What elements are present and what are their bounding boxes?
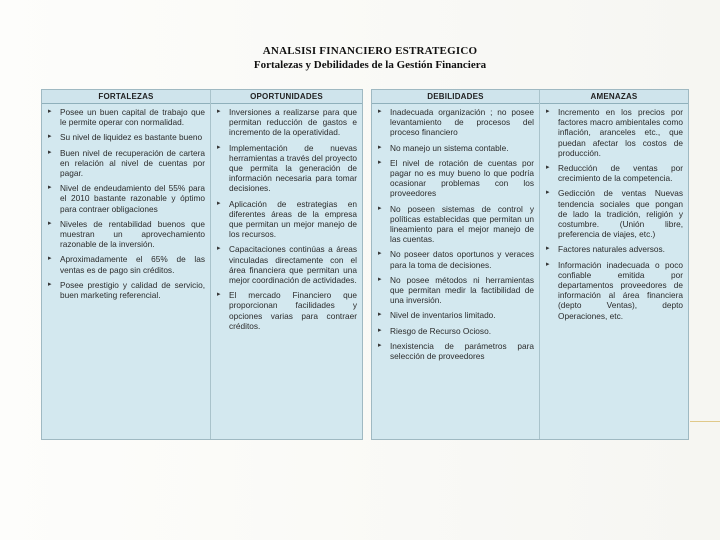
list-item-text: Nivel de inventarios limitado. [390,310,496,321]
list-item [376,326,534,336]
list-item [544,107,683,158]
list-item-text: Reducción de ventas por crecimiento de la competencia. [558,163,683,184]
list-item-text: Posee un buen capital de trabajo que le permite operar con normalidad. [60,107,205,128]
bullet-arrow-icon: ▸ [217,108,221,115]
list-item [46,132,205,142]
list-item-text: Riesgo de Recurso Ocioso. [390,325,491,336]
list-item [376,341,534,361]
bullet-arrow-icon: ▸ [48,108,52,115]
list-item [215,107,357,138]
column-header-debilidades: DEBILIDADES [372,90,539,104]
list-item [376,143,534,153]
list-item [46,148,205,179]
list-item [376,204,534,245]
bullet-arrow-icon: ▸ [378,158,382,166]
list-item-text: Inexistencia de parámetros para selección de proveedores [390,340,534,362]
list-item-text: El mercado Financiero que proporcionan facilidades y opciones varias para contraer créditos. [229,290,357,331]
column-header-amenazas: AMENAZAS [540,90,688,104]
bullet-arrow-icon: ▸ [48,184,52,192]
list-item [376,249,534,269]
list-item [544,188,683,239]
list-item-text: Nivel de endeudamiento del 55% para el 2010 bastante razonable y óptimo para contraer obligaciones [60,183,205,214]
bullet-arrow-icon: ▸ [48,280,52,288]
column-debilidades [372,90,539,439]
list-item-text: Información inadecuada o poco confiable emitida por departamentos proveedores de información al área financiera (depto Ventas), depto Operaciones, etc. [558,259,683,321]
swot-panel-right [371,89,689,440]
list-item-text: Inadecuada organización ; no posee levantamiento de procesos del proceso financiero [390,107,534,138]
bullet-arrow-icon: ▸ [217,245,221,253]
list-item-text: Implementación de nuevas herramientas a través del proyecto que permita la generación de información necesaria para tomar decisiones. [229,142,357,194]
bullet-arrow-icon: ▸ [217,291,221,299]
list-item [46,183,205,214]
bullet-arrow-icon: ▸ [48,219,52,227]
list-item-text: Posee prestigio y calidad de servicio, buen marketing referencial. [60,279,205,301]
list-item [46,107,205,127]
bullet-arrow-icon: ▸ [378,250,382,258]
list-item [215,290,357,331]
list-item-text: Su nivel de liquidez es bastante bueno [60,132,203,143]
list-item [215,244,357,285]
column-header-oportunidades: OPORTUNIDADES [211,90,362,104]
bullet-arrow-icon: ▸ [378,341,382,349]
bullet-arrow-icon: ▸ [546,245,550,253]
list-item [46,219,205,250]
bullet-arrow-icon: ▸ [546,260,550,268]
bullet-arrow-icon: ▸ [378,143,382,151]
bullet-arrow-icon: ▸ [48,148,52,156]
bullet-arrow-icon: ▸ [546,189,550,197]
title-line-2: Fortalezas y Debilidades de la Gestión Financiera [253,59,487,71]
amenazas-list [540,104,688,321]
swot-panel-left [41,89,363,440]
column-amenazas [539,90,688,439]
debilidades-list [372,104,539,361]
list-item [376,158,534,199]
list-item [544,260,683,321]
list-item [215,143,357,194]
list-item [376,275,534,306]
list-item-text: Niveles de rentabilidad buenos que muestran un aprovechamiento razonable de la inversión. [60,218,205,250]
bullet-arrow-icon: ▸ [48,133,52,141]
fortalezas-list [42,104,210,300]
title-line-1: ANALSISI FINANCIERO ESTRATEGICO [262,45,478,57]
list-item [544,244,683,254]
list-item-text: No poseer datos oportunos y veraces para la toma de decisiones. [390,249,534,270]
bullet-arrow-icon: ▸ [378,311,382,319]
list-item-text: Factores naturales adversos. [558,244,665,255]
list-item-text: No manejo un sistema contable. [390,142,509,153]
bullet-arrow-icon: ▸ [217,143,221,151]
column-fortalezas [42,90,210,439]
bullet-arrow-icon: ▸ [378,326,382,334]
list-item [544,163,683,183]
list-item [46,254,205,274]
bullet-arrow-icon: ▸ [546,108,550,115]
list-item-text: No posee métodos ni herramientas que permitan medir la factibilidad de una inversión. [390,274,534,306]
list-item-text: El nivel de rotación de cuentas por pagar no es muy bueno lo que podría ocasionar problemas con los proveedores [390,157,534,199]
list-item-text: Gedicción de ventas Nuevas tendencia sociales que pongan de lado la tradición, religión y costumbre. (Unión libre, preferencia de viajes, etc.) [558,188,683,240]
bullet-arrow-icon: ▸ [378,204,382,212]
decorative-rule [690,421,720,422]
column-oportunidades [210,90,362,439]
bullet-arrow-icon: ▸ [546,164,550,172]
list-item-text: No poseen sistemas de control y políticas establecidas que permitan un lineamiento para el mejor manejo de las cuentas. [390,203,534,245]
bullet-arrow-icon: ▸ [378,275,382,283]
column-header-fortalezas: FORTALEZAS [42,90,210,104]
list-item [46,280,205,300]
list-item-text: Aproximadamente el 65% de las ventas es de pago sin créditos. [60,254,205,275]
list-item-text: Incremento en los precios por factores macro ambientales como inflación, aranceles etc., que puedan afectar los costos de producción. [558,107,683,158]
list-item-text: Capacitaciones continúas a áreas vinculadas directamente con el área financiera que permitan una mejor coordinación de actividades. [229,244,357,286]
slide-title [0,44,720,72]
bullet-arrow-icon: ▸ [378,108,382,115]
list-item [376,310,534,320]
bullet-arrow-icon: ▸ [217,199,221,207]
list-item-text: Inversiones a realizarse para que permitan reducción de gastos e incremento de la operatividad. [229,107,357,138]
oportunidades-list [211,104,362,331]
list-item [376,107,534,138]
bullet-arrow-icon: ▸ [48,255,52,263]
list-item-text: Buen nivel de recuperación de cartera en relación al nivel de cuentas por pagar. [60,147,205,179]
list-item [215,199,357,240]
list-item-text: Aplicación de estrategias en diferentes áreas de la empresa que permitan un mejor manejo de los recursos. [229,198,357,240]
